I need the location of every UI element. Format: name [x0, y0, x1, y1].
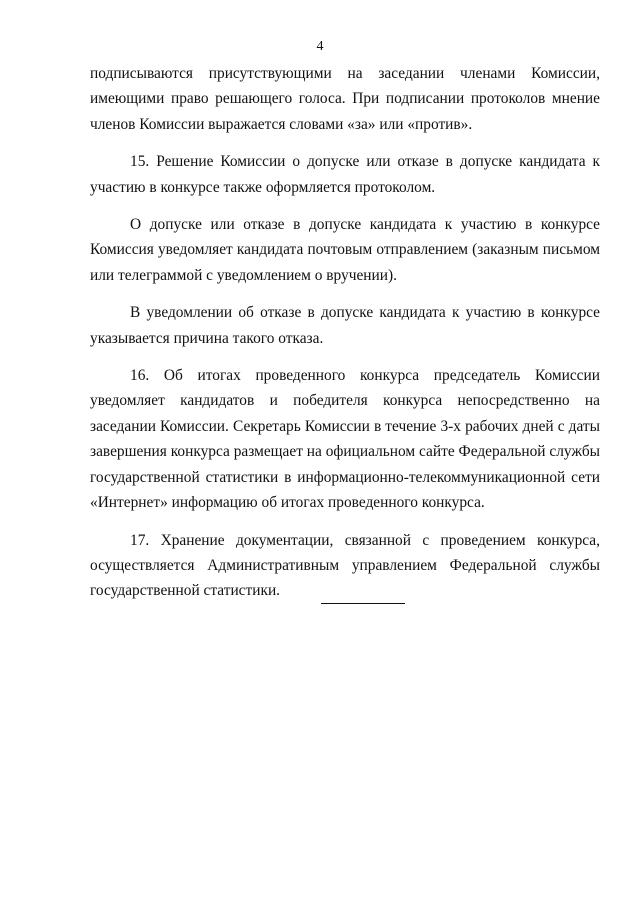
paragraph-refusal-reason: В уведомлении об отказе в допуске кандидата к участию в конкурсе указывается причина такого отказа.	[90, 304, 600, 347]
paragraph-admission-notice: О допуске или отказе в допуске кандидата к участию в конкурсе Комиссия уведомляет кандидата почтовым отправлением (заказным письмом или телеграммой с уведомлением о вручении).	[90, 216, 600, 284]
paragraph-item-16: 16. Об итогах проведенного конкурса председатель Комиссии уведомляет кандидатов и победителя конкурса непосредственно на заседании Комиссии. Секретарь Комиссии в течение 3-х рабочих дней с даты завершения конкурса размещает на официальном сайте Федеральной службы государственной статистики в информационно-телекоммуникационной сети «Интернет» информацию об итогах проведенного конкурса.	[90, 367, 600, 512]
document-body	[90, 61, 600, 616]
paragraph-item-17: 17. Хранение документации, связанной с проведением конкурса, осуществляется Административным управлением Федеральной службы государственной статистики.	[90, 531, 600, 600]
paragraph-continuation: подписываются присутствующими на заседании членами Комиссии, имеющими право решающего голоса. При подписании протоколов мнение членов Комиссии выражается словами «за» или «против».	[90, 65, 600, 133]
page-number: 4	[316, 39, 324, 54]
paragraph-item-15: 15. Решение Комиссии о допуске или отказе в допуске кандидата к участию в конкурсе также оформляется протоколом.	[90, 153, 600, 196]
end-of-document-rule	[321, 603, 405, 604]
